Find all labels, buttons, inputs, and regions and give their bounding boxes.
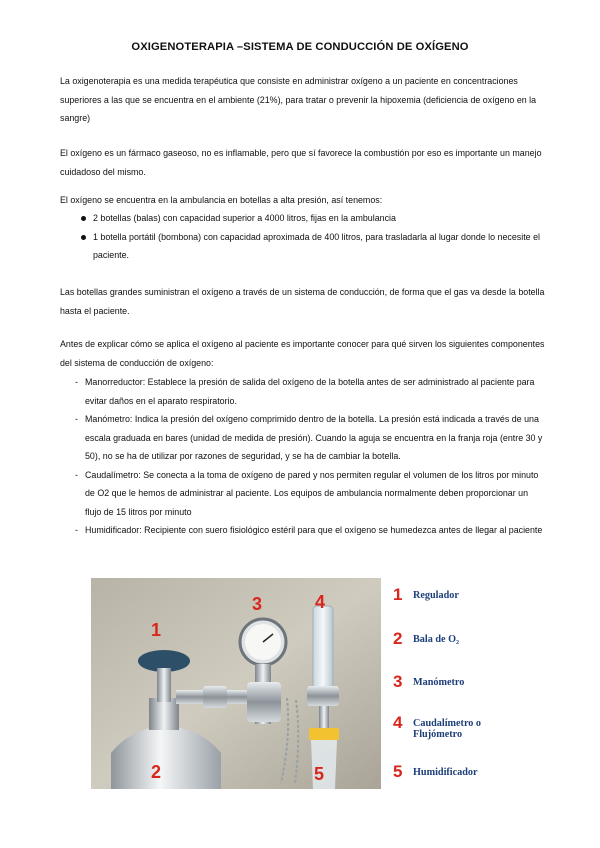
list-item-text: 2 botellas (balas) con capacidad superior a 4000 litros, fijas en la ambulancia — [93, 213, 396, 223]
legend-number: 5 — [393, 762, 403, 781]
list-item-text: 1 botella portátil (bombona) con capacidad aproximada de 400 litros, para trasladarla al lugar donde lo necesite el paciente. — [93, 231, 540, 260]
list-item — [75, 466, 545, 522]
intro-paragraph: La oxigenoterapia es una medida terapéutica que consiste en administrar oxígeno a un paciente en concentraciones superiores a las que se encuentra en el ambiente (21%), para tratar o prevenir la hipoxemia (deficiencia de oxígeno en la sangre) — [60, 76, 537, 123]
legend-text: Caudalímetro o Flujómetro — [413, 718, 482, 740]
bullet-icon — [81, 216, 86, 221]
list-item — [75, 373, 545, 410]
legend-text: Bala de O₂ — [413, 634, 460, 645]
photo-label-2: 2 — [151, 762, 162, 782]
ambulance-paragraph: El oxígeno se encuentra en la ambulancia en botellas a alta presión, así tenemos: — [60, 195, 383, 205]
bullet-icon — [81, 235, 86, 240]
list-item — [60, 209, 540, 228]
legend-text: Humidificador — [413, 767, 478, 778]
legend-text: Manómetro — [413, 677, 465, 688]
legend-number: 1 — [393, 585, 403, 604]
oxygen-system-photo — [91, 578, 381, 789]
list-item-text: Caudalímetro: Se conecta a la toma de oxígeno de pared y nos permiten regular el volumen de los litros por minuto de O2 que le hemos de administrar al paciente. Los equipos de ambulancia normalmente deben proporcionar un flujo de 15 litros por minuto — [85, 469, 539, 517]
legend-text: Regulador — [413, 590, 459, 601]
dash-marker: - — [75, 414, 78, 424]
list-item — [75, 521, 545, 540]
legend-number: 3 — [393, 672, 403, 691]
page-title: OXIGENOTERAPIA –SISTEMA DE CONDUCCIÓN DE OXÍGENO — [131, 41, 469, 53]
photo-label-5: 5 — [314, 764, 325, 784]
legend-number: 2 — [393, 629, 403, 648]
components-intro-paragraph: Antes de explicar cómo se aplica el oxígeno al paciente es importante conocer para qué sirven los siguientes componentes del sistema de conducción de oxígeno: — [60, 339, 545, 368]
list-item — [60, 228, 540, 265]
bottle-list — [60, 209, 540, 265]
list-item-text: Manómetro: Indica la presión del oxígeno comprimido dentro de la botella. La presión está indicada a través de una escala graduada en bares (unidad de medida de presión). Cuando la aguja se encuentra en la franja roja (entre 30 y 50), no se ha de utilizar por razones de seguridad, y se ha de cambiar la botella. — [85, 414, 543, 461]
photo-label-1: 1 — [151, 620, 162, 640]
list-item-text: Manorreductor: Establece la presión de salida del oxígeno de la botella antes de ser administrado al paciente para evitar daños en el aparato respiratorio. — [85, 377, 535, 406]
list-item — [75, 410, 545, 466]
dash-marker: - — [75, 469, 78, 480]
conduction-paragraph: Las botellas grandes suministran el oxígeno a través de un sistema de conducción, de forma que el gas va desde la botella hasta el paciente. — [60, 287, 545, 316]
photo-label-4: 4 — [315, 592, 326, 612]
photo-label-3: 3 — [252, 594, 263, 614]
dash-marker: - — [75, 377, 78, 387]
oxygen-paragraph: El oxígeno es un fármaco gaseoso, no es inflamable, pero que sí favorece la combustión por eso es importante un manejo cuidadoso del mismo. — [60, 148, 542, 177]
components-list — [75, 373, 545, 540]
list-item-text: Humidificador: Recipiente con suero fisiológico estéril para que el oxígeno se humedezca antes de llegar al paciente — [85, 525, 543, 535]
legend-number: 4 — [393, 713, 403, 732]
dash-marker: - — [75, 525, 78, 535]
